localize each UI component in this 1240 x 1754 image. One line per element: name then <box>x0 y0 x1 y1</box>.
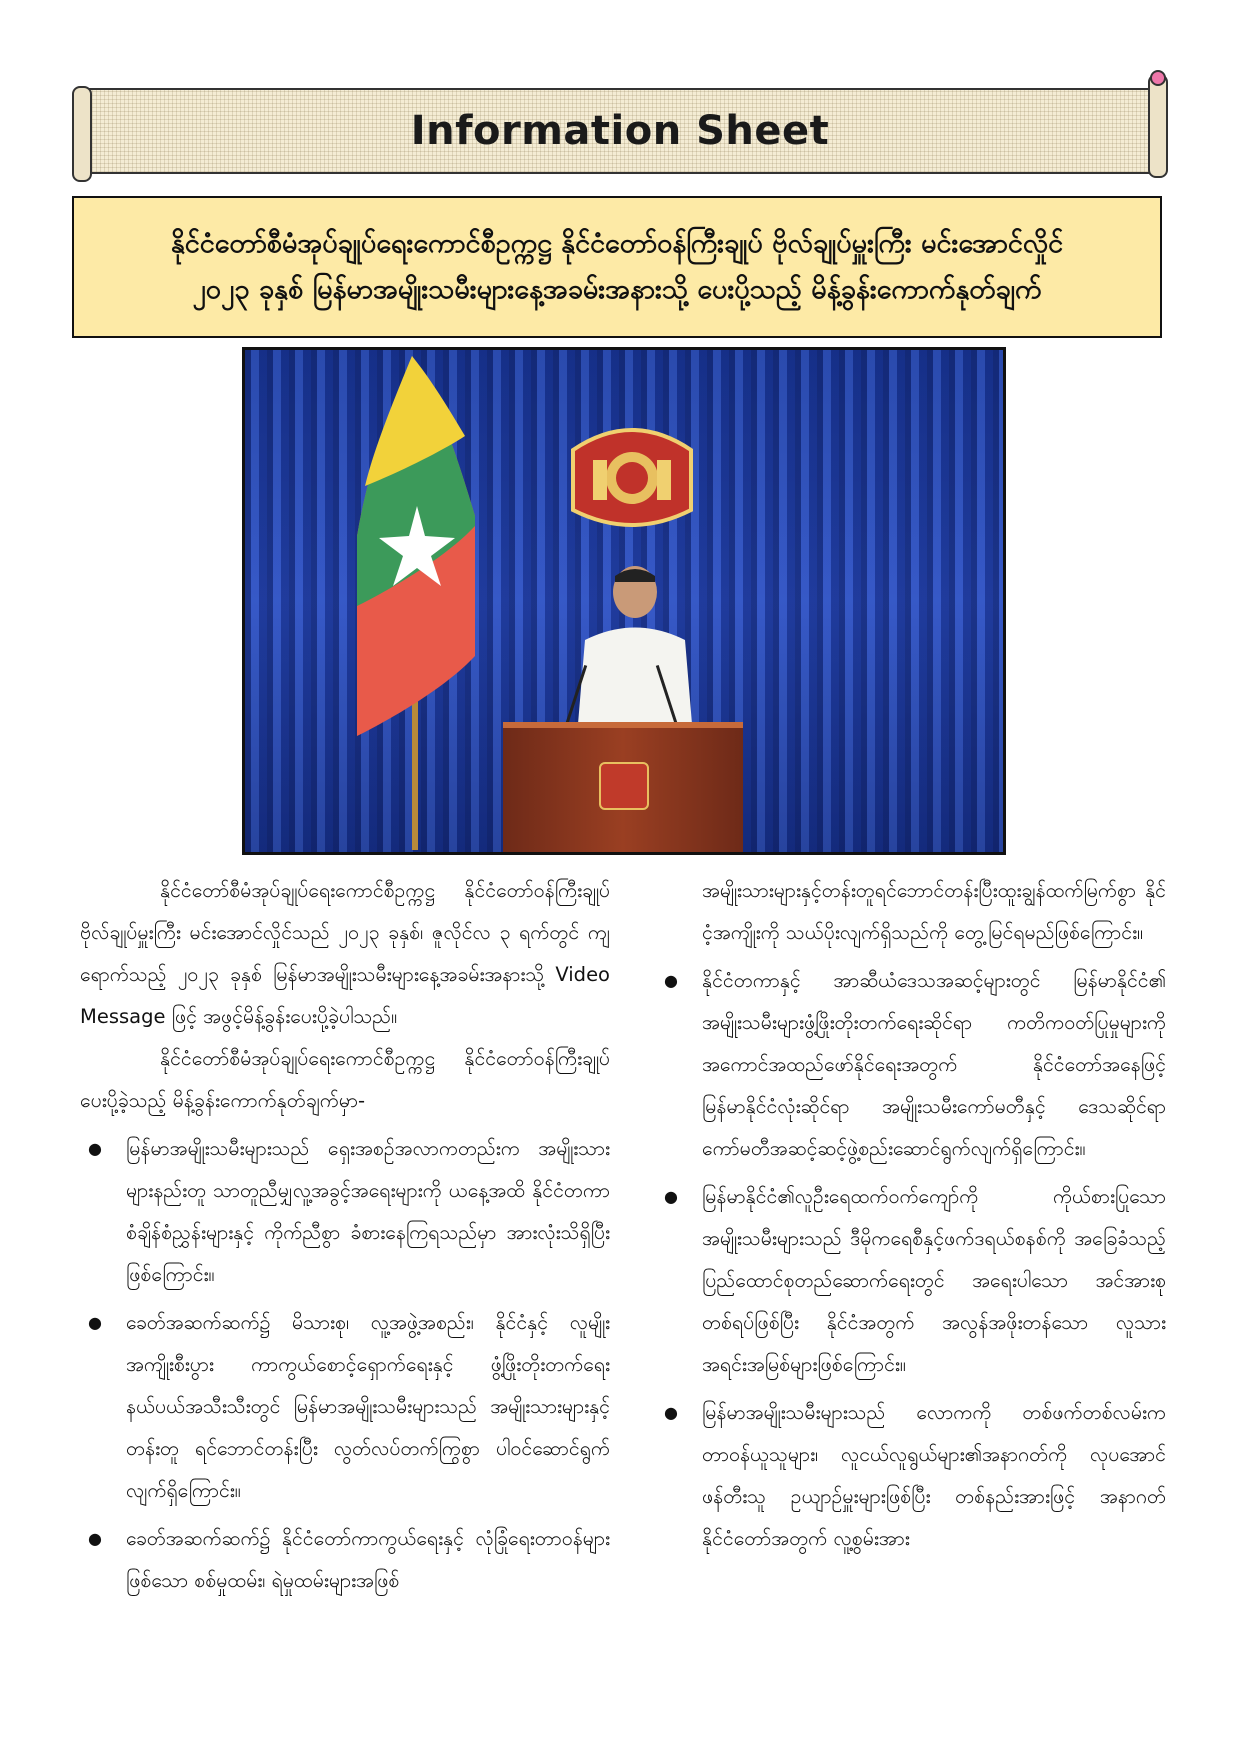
state-emblem <box>563 420 701 530</box>
headline-box <box>72 196 1162 338</box>
list-item: ● မြန်မာအမျိုးသမီးများသည် လောကကို တစ်ဖက်တစ်လမ်းက တာဝန်ယူသူများ၊ လူငယ်လူရွယ်များ၏အနာဂတ်ကို လုပအောင်ဖန်တီးသူ ဥယျာဉ်မှူးများဖြစ်ပြီး တစ်နည်းအားဖြင့် အနာဂတ်နိုင်ငံတော်အတွက် လူ့စွမ်းအား <box>656 1392 1166 1560</box>
continued-text: အမျိုးသားများနှင့်တန်းတူရင်ဘောင်တန်းပြီးထူးချွန်ထက်မြက်စွာ နိုင်ငံ့အကျိုးကို သယ်ပိုးလျက်ရှိသည်ကို တွေ့မြင်ရမည်ဖြစ်ကြောင်း။ <box>702 879 1166 944</box>
list-item: ● ခေတ်အဆက်ဆက်၌ နိုင်ငံတော်ကာကွယ်ရေးနှင့် လုံခြုံရေးတာဝန်များဖြစ်သော စစ်မှုထမ်း၊ ရဲမှုထမ်းများအဖြစ် <box>80 1518 610 1602</box>
right-column <box>656 870 1166 1560</box>
right-bullet-list <box>656 960 1166 1560</box>
list-item: ● မြန်မာအမျိုးသမီးများသည် ရှေးအစဉ်အလာကတည်းက အမျိုးသားများနည်းတူ သာတူညီမျှလူ့အခွင့်အရေးများကို ယနေ့အထိ နိုင်ငံတကာစံချိန်စံညွှန်းများနှင့် ကိုက်ညီစွာ ခံစားနေကြရသည်မှာ အားလုံးသိရှိပြီးဖြစ်ကြောင်း။ <box>80 1128 610 1296</box>
left-column <box>80 870 610 1602</box>
list-item: ● ခေတ်အဆက်ဆက်၌ မိသားစု၊ လူ့အဖွဲ့အစည်း၊ နိုင်ငံနှင့် လူမျိုး အကျိုးစီးပွား ကာကွယ်စောင့်ရှောက်ရေးနှင့် ဖွံ့ဖြိုးတိုးတက်ရေး နယ်ပယ်အသီးသီးတွင် မြန်မာအမျိုးသမီးများသည် အမျိုးသားများနှင့်တန်းတူ ရင်ဘောင်တန်းပြီး လွတ်လပ်တက်ကြွစွာ ပါဝင်ဆောင်ရွက်လျက်ရှိကြောင်း။ <box>80 1302 610 1512</box>
headline-line-2: ၂၀၂၃ ခုနှစ် မြန်မာအမျိုးသမီးများနေ့အခမ်းအနားသို့ ပေးပို့သည့် မိန့်ခွန်းကောက်နုတ်ချက် <box>192 274 1042 305</box>
list-item: ● နိုင်ငံတကာနှင့် အာဆီယံဒေသအဆင့်များတွင် မြန်မာနိုင်ငံ၏ အမျိုးသမီးများဖွံ့ဖြိုးတိုးတက်ရေးဆိုင်ရာ ကတိကဝတ်ပြုမှုများကို အကောင်အထည်ဖော်နိုင်ရေးအတွက် နိုင်ငံတော်အနေဖြင့် မြန်မာနိုင်ငံလုံးဆိုင်ရာ အမျိုးသမီးကော်မတီနှင့် ဒေသဆိုင်ရာ ကော်မတီအဆင့်ဆင့်ဖွဲ့စည်းဆောင်ရွက်လျက်ရှိကြောင်း။ <box>656 960 1166 1170</box>
left-bullet-list <box>80 1128 610 1602</box>
page-title: Information Sheet <box>410 108 830 154</box>
scroll-knob <box>1150 70 1166 86</box>
title-banner <box>72 84 1168 182</box>
myanmar-flag <box>357 356 475 736</box>
speech-photo <box>242 347 1006 855</box>
headline-line-1: နိုင်ငံတော်စီမံအုပ်ချုပ်ရေးကောင်စီဥက္ကဋ္ဌ နိုင်ငံတော်ဝန်ကြီးချုပ် ဗိုလ်ချုပ်မှူးကြီး မင်းအောင်လှိုင် <box>170 228 1064 259</box>
podium-emblem <box>599 762 649 810</box>
intro-paragraph: နိုင်ငံတော်စီမံအုပ်ချုပ်ရေးကောင်စီဥက္ကဋ္ဌ နိုင်ငံတော်ဝန်ကြီးချုပ် ဗိုလ်ချုပ်မှူးကြီး မင်းအောင်လှိုင်သည် ၂၀၂၃ ခုနှစ်၊ ဇူလိုင်လ ၃ ရက်တွင် ကျရောက်သည့် ၂၀၂၃ ခုနှစ် မြန်မာအမျိုးသမီးများနေ့အခမ်းအနားသို့ Video Message ဖြင့် အဖွင့်မိန့်ခွန်းပေးပို့ခဲ့ပါသည်။ <box>80 879 610 1028</box>
podium <box>503 722 743 855</box>
excerpt-intro-paragraph: နိုင်ငံတော်စီမံအုပ်ချုပ်ရေးကောင်စီဥက္ကဋ္ဌ နိုင်ငံတော်ဝန်ကြီးချုပ် ပေးပို့ခဲ့သည့် မိန့်ခွန်းကောက်နုတ်ချက်မှာ- <box>80 1047 610 1112</box>
list-item: ● မြန်မာနိုင်ငံ၏လူဦးရေထက်ဝက်ကျော်ကို ကိုယ်စားပြုသော အမျိုးသမီးများသည် ဒီမိုကရေစီနှင့်ဖက်ဒရယ်စနစ်ကို အခြေခံသည့် ပြည်ထောင်စုတည်ဆောက်ရေးတွင် အရေးပါသော အင်အားစုတစ်ရပ်ဖြစ်ပြီး နိုင်ငံအတွက် အလွန်အဖိုးတန်သော လူသားအရင်းအမြစ်များဖြစ်ကြောင်း။ <box>656 1176 1166 1386</box>
